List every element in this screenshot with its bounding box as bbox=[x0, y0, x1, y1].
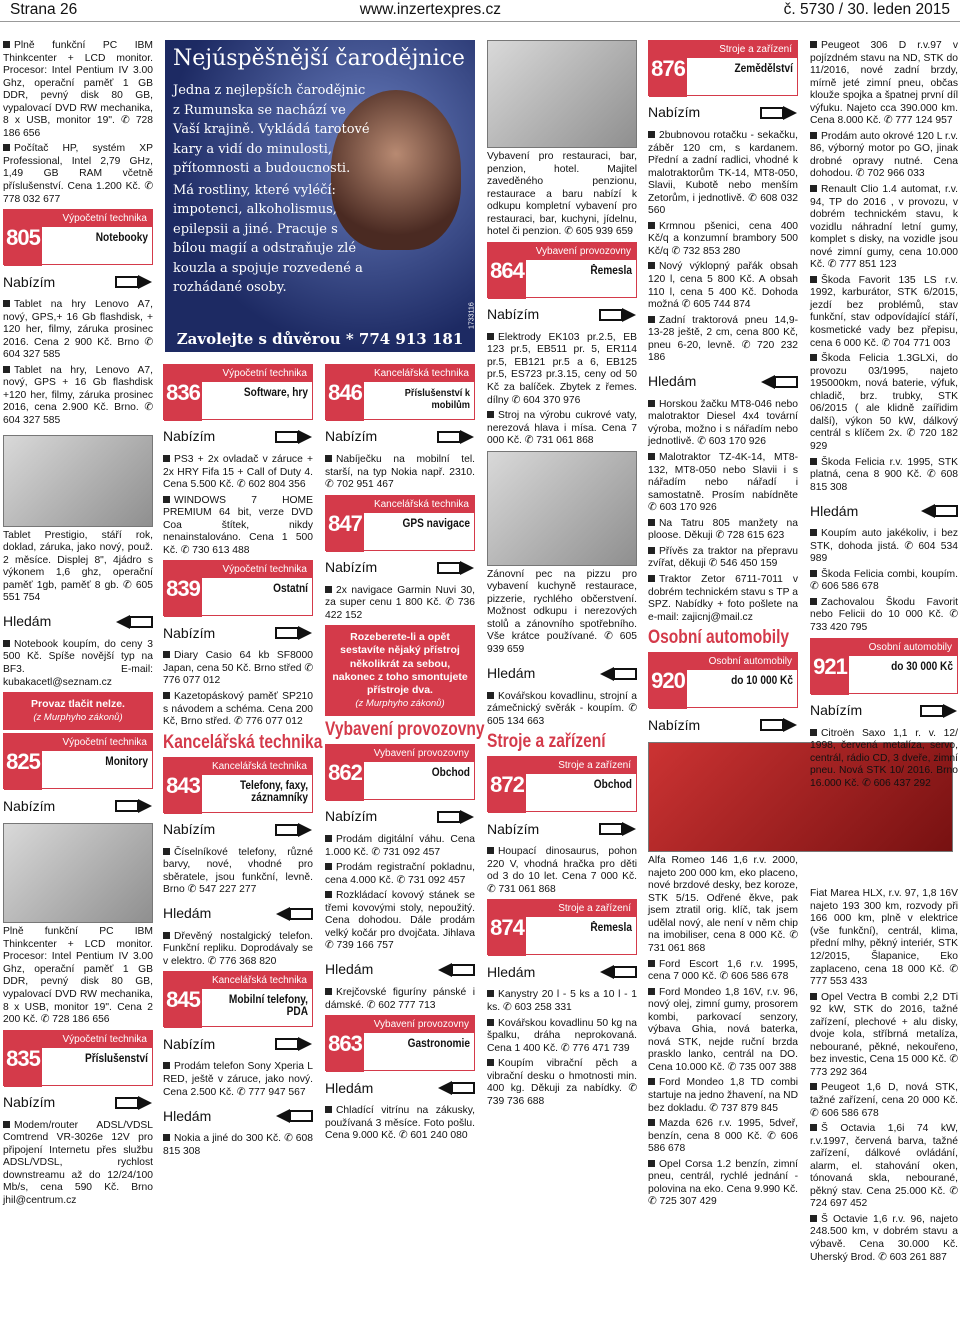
quote-text: Rozeberete-li a opět sestavíte nějaký přístroj několikrát za sebou, nakonec z toho smontujete přístroje dva. bbox=[332, 631, 468, 696]
rubric-sub: do 10 000 Kč bbox=[731, 675, 793, 688]
ad-item: 2x navigace Garmin Nuvi 30, za super cenu 1 800 Kč. ✆ 736 422 152 bbox=[325, 584, 475, 621]
ad-item: Opel Vectra B combi 2,2 DTi 92 kW, STK do 2016, tažné zařízení, plechové + alu disky, dvoje kola, stříbrná metalíza, nebourané, pěkné, nekouřeno, bez investic, Cena 15 000 Kč. ✆ 773 292 364 bbox=[810, 991, 958, 1078]
ad-item: WINDOWS 7 HOME PREMIUM 64 bit, verze DVD Coa štítek, nikdy nenainstalováno. Cena 1 500 Kč. ✆ 730 613 488 bbox=[163, 494, 313, 556]
arrow-right-icon bbox=[275, 625, 313, 641]
section-heading: Osobní automobily bbox=[648, 627, 790, 649]
search-tag bbox=[487, 960, 637, 984]
offer-label: Nabízím bbox=[325, 428, 378, 445]
ad-item: Vybavení pro restauraci, bar, penzion, hotel. Majitel zaveděného penzionu, restaurace a baru nabízí k odkupu kompletní vybavení pro restauraci, bar, kuchyni, jídelnu, hotel či penzion. ✆ 605 939 659 bbox=[487, 151, 637, 238]
rubric-number: 874 bbox=[488, 900, 526, 956]
arrow-left-icon bbox=[275, 1108, 313, 1124]
arrow-left-icon bbox=[115, 614, 153, 630]
offer-tag bbox=[487, 817, 637, 841]
rubric-category: Výpočetní technika bbox=[202, 561, 312, 578]
rubric-category: Výpočetní technika bbox=[42, 734, 152, 751]
offer-tag bbox=[163, 818, 313, 842]
ad-item: Koupím auto jakékoliv, i bez STK, dohoda jistá. ✆ 604 534 989 bbox=[810, 528, 958, 565]
arrow-right-icon bbox=[437, 429, 475, 445]
quote-source: (z Murphyho zákonů) bbox=[33, 712, 123, 724]
search-label: Hledám bbox=[648, 373, 697, 390]
search-tag bbox=[487, 662, 637, 686]
arrow-left-icon bbox=[437, 1080, 475, 1096]
rubric-sub: Příslušenství bbox=[84, 1052, 148, 1065]
offer-label: Nabízím bbox=[325, 808, 378, 825]
rubric-sub: Software, hry bbox=[243, 387, 308, 399]
rubric-category: Výpočetní technika bbox=[202, 365, 312, 382]
ad-item: Škoda Favorit 135 LS r.v. 1992, karburátor, STK 6/2015, jezdí bez problémů, stav funkční, stav odpovídající stáří, kosmetické vady bez přepisu, cena 6 000 Kč. ✆ 704 771 003 bbox=[810, 274, 958, 349]
ad-item: Číselníkové telefony, různé barvy, nové, vhodné pro sběratele, jsou funkční, levně. Brno ✆ 547 227 277 bbox=[163, 846, 313, 896]
rubric-920 bbox=[648, 652, 798, 708]
offer-tag bbox=[810, 699, 958, 723]
ad-item: PS3 + 2x ovladač v záruce + 2x HRY Fifa 15 + Call of Duty 4. Cena 5.500 Kč. ✆ 602 804 356 bbox=[163, 454, 313, 491]
ad-item: Na Tatru 805 manžety na ploose. Děkuji ✆ 728 615 623 bbox=[648, 517, 798, 542]
offer-label: Nabízím bbox=[325, 559, 378, 576]
arrow-left-icon bbox=[275, 906, 313, 922]
rubric-number: 921 bbox=[811, 639, 849, 695]
ad-item: Koupím vibrační pěch a vibrační desku o hmotnosti min. 400 kg. Děkuji za nabídky. ✆ 739 736 688 bbox=[487, 1058, 637, 1107]
ad-item: Š Octavie 1,6 r.v. 96, najeto 248.500 km, v dobrém stavu a výbavě. Cena 30.000 Kč. Uherský Brod. ✆ 603 261 887 bbox=[810, 1213, 958, 1263]
witch-banner bbox=[165, 40, 475, 352]
rubric-835 bbox=[3, 1030, 153, 1086]
arrow-left-icon bbox=[599, 666, 637, 682]
rubric-category: Stroje a zařízení bbox=[526, 757, 636, 774]
offer-tag bbox=[3, 1091, 153, 1115]
ad-item: Ford Mondeo 1,8 TD combi startuje na jedno žhavení, na ND bez dokladu. ✆ 737 879 845 bbox=[648, 1077, 798, 1114]
rubric-847 bbox=[325, 495, 475, 551]
search-tag bbox=[163, 902, 313, 926]
ad-item: Ford Mondeo 1,8 16V, r.v. 96, nový olej, zimní gumy, prosorem kombi, parkovací senzory, výbava Ghia, nová baterka, nová STK, nejde ruční brzda prasklo lanko, centrál na DO. Cena 10.000 Kč. ✆ 735 007 388 bbox=[648, 986, 798, 1073]
arrow-left-icon bbox=[920, 503, 958, 519]
arrow-right-icon bbox=[115, 274, 153, 290]
banner-title: Nejúspěšnější čarodějnice bbox=[173, 46, 465, 71]
arrow-right-icon bbox=[599, 821, 637, 837]
ad-item: Krejčovské figuríny pánské i dámské. ✆ 602 777 713 bbox=[325, 986, 475, 1011]
rubric-862 bbox=[325, 744, 475, 800]
rubric-sub: Řemesla bbox=[590, 264, 632, 277]
arrow-right-icon bbox=[437, 560, 475, 576]
arrow-left-icon bbox=[599, 964, 637, 980]
monitor-photo bbox=[3, 823, 153, 923]
ad-item: Ford Escort 1,6 r.v. 1995, cena 7 000 Kč. ✆ 606 586 678 bbox=[648, 958, 798, 983]
ad-item: Rozkládací kovový stánek se třemi kovovými stoly, nepoužitý. Cena dohodou. Dále prodám velký kočár pro dvojčata. Jihlava ✆ 739 166 757 bbox=[325, 890, 475, 952]
rubric-843 bbox=[163, 757, 313, 813]
rubric-number: 805 bbox=[4, 210, 42, 266]
rubric-number: 863 bbox=[326, 1016, 364, 1072]
ad-item: Š Octavia 1,6i 74 kW, r.v.1997, červená barva, tažné zařízení, dálkové ovládání, alarm, el. stahování oken, tónovaná skla, nebourané, pěkný stav. Cena 25.000 Kč. ✆ 724 697 452 bbox=[810, 1123, 958, 1210]
arrow-right-icon bbox=[275, 1036, 313, 1052]
ad-item: Traktor Zetor 6711-7011 v dobrém technickém stavu s TP a SPZ. Nabídky + foto pošlete na e-mail: zajicnj@mail.cz bbox=[648, 573, 798, 623]
ad-item: Nokia a jiné do 300 Kč. ✆ 608 815 308 bbox=[163, 1133, 313, 1157]
ad-item: Elektrody EK103 pr.2.5, EB 123 pr.5, EB511 pr. 5, ER114 pr.5, EB121 pr.5 a 6, EB125 pr.5, ES723 pr.3.15, ceny od 50 Kč za balíček. Zbytek z řemes. dílny ✆ 604 370 976 bbox=[487, 331, 637, 406]
rubric-sub: Gastronomie bbox=[407, 1038, 470, 1051]
ad-item: Citroën Saxo 1,1 r. v. 12/ 1998, červená metalíza, servo, centrál, rádio CD, 3 dveře, zimní pneu. Nová STK 10/ 2016. Brno 16.000 Kč. ✆ 606 437 292 bbox=[810, 727, 958, 789]
search-label: Hledám bbox=[163, 905, 212, 922]
ad-item: Krmnou pšenici, cena 400 Kč/q a konzumní brambory 500 Kč/q ✆ 732 853 280 bbox=[648, 220, 798, 257]
ad-item: Fiat Marea HLX, r.v. 97, 1,8 16V najeto 193 300 km, rozvody při 166 000 km, plně v elektrice (vše funkční), centrál, klima, přední mlhy, pěkný interiér, STK 12/2015, Šlapanice, Eko zaplaceno, cena 18 000 Kč. ✆ 777 553 433 bbox=[810, 888, 958, 988]
ad-item: Kanystry 20 l - 5 ks a 10 l - 1 ks. ✆ 603 258 331 bbox=[487, 989, 637, 1013]
ad-item: Alfa Romeo 146 1,6 r.v. 2000, najeto 200 000 km, eko placeno, nové brzdové desky, bez koroze, STK 5/15. Odřené ěkve, pak jsem ztratil orig. klíč, tak jsem udělal nový, ale není v něm chip na imobiliser, cena 8 000 Kč. ✆ 731 061 868 bbox=[648, 855, 798, 954]
rubric-874 bbox=[487, 899, 637, 955]
search-tag bbox=[325, 958, 475, 982]
ad-item: 2bubnovou rotačku - sekačku, záběr 120 cm, s kardanem. Přední a zadní radlici, vhodné k malotraktorům TK-14, MT8-050, Slavii, Kubotě nebo menším Zetorům, i jednotlivě. ✆ 608 032 560 bbox=[648, 130, 798, 217]
rubric-863 bbox=[325, 1015, 475, 1071]
rubric-number: 846 bbox=[326, 365, 364, 421]
rubric-sub: Mobilní telefony, PDA bbox=[228, 994, 308, 1019]
rubric-sub: do 30 000 Kč bbox=[891, 660, 953, 673]
arrow-right-icon bbox=[275, 822, 313, 838]
offer-tag bbox=[487, 303, 637, 327]
ad-item: Modem/router ADSL/VDSL Comtrend VR-3026e 12V pro připojení Internetu přes službu ADSL/VDSL, rychlost downstreamu až do 12/24/100 Mb/s, cena 590 Kč. Brno jhil@centrum.cz bbox=[3, 1119, 153, 1206]
ad-item: Tablet na hry Lenovo A7, nový, GPS,+ 16 Gb flashdisk, + 120 her, filmy, záruka prosinec 2016. Cena 2 900 Kč. Brno ✆ 604 327 585 bbox=[3, 299, 153, 361]
ad-item: Mazda 626 r.v. 1995, 5dveř, benzín, cena 8 000 Kč. ✆ 606 586 678 bbox=[648, 1118, 798, 1155]
arrow-right-icon bbox=[275, 429, 313, 445]
ad-item: Peugeot 306 D r.v.97 v pojízdném stavu na ND, STK do 11/2016, nové zadní brzdy, mírně jeté zimní pneu, občas klouže spojka a špatnej první díl výfuku. Najeto cca 390.000 km. Cena 8.000 Kč. ✆ 777 124 957 bbox=[810, 40, 958, 127]
rubric-category: Kancelářská technika bbox=[364, 365, 474, 382]
arrow-right-icon bbox=[115, 798, 153, 814]
tablet-photo bbox=[3, 435, 153, 527]
rubric-category: Osobní automobily bbox=[849, 639, 957, 656]
rubric-number: 843 bbox=[164, 758, 202, 814]
ad-item: Chladící vitrínu na zákusky, používaná 3 měsíce. Foto pošlu. Cena 9.000 Kč. ✆ 601 240 080 bbox=[325, 1105, 475, 1142]
ad-item: Zánovní pec na pizzu pro vybavení kuchyně restaurace, pizzerie, rychlého občerstvení. Možnost odkupu i nerezových stolů a zánovního spotřebního. Vše krátce používané. ✆ 605 939 659 bbox=[487, 568, 637, 656]
pizza-oven-photo bbox=[487, 451, 637, 566]
ad-item: Nový výklopný pařák obsah 120 l, cena 5 800 Kč. A obsah 110 l, cena 5 400 Kč. Dohoda možná ✆ 605 744 874 bbox=[648, 261, 798, 311]
banner-phone: Zavolejte s důvěrou * 774 913 181 bbox=[176, 330, 464, 348]
ad-item: Přívěs za traktor na přepravu zvířat, děkuji ✆ 546 450 159 bbox=[648, 545, 798, 570]
rubric-number: 864 bbox=[488, 243, 526, 299]
ad-item: Diary Casio 64 kb SF8000 Japan, cena 50 Kč. Brno střed ✆ 776 077 012 bbox=[163, 650, 314, 687]
rubric-sub: Příslušenství k mobilům bbox=[404, 387, 470, 411]
rubric-number: 862 bbox=[326, 745, 364, 801]
ad-item: Horskou žačku MT8-046 nebo malotraktor Diesel 4x4 tovární výroba, možno i s nářadím nebo jednotlivě. ✆ 603 170 926 bbox=[648, 398, 798, 448]
offer-label: Nabízím bbox=[487, 820, 540, 837]
offer-label: Nabízím bbox=[648, 104, 701, 121]
offer-label: Nabízím bbox=[3, 797, 56, 814]
rubric-sub: GPS navigace bbox=[402, 517, 470, 530]
banner-text: Má rostliny, které vyléčí: impotenci, alkoholismus, epilepsii a jiné. Pracuje s bílou magií a odstraňuje zlé kouzla a spojuje rozvedené a rozhádané osoby. bbox=[173, 182, 363, 295]
banner-code: 1733116 bbox=[468, 302, 476, 329]
column-1 bbox=[3, 40, 153, 1208]
rubric-category: Výpočetní technika bbox=[42, 210, 152, 227]
rubric-category: Kancelářská technika bbox=[202, 972, 312, 989]
arrow-left-icon bbox=[437, 962, 475, 978]
ad-item: Houpací dinosaurus, pohon 220 V, vhodná hračka pro děti od 3 do 10 let. Cena 7 000 Kč. ✆ 731 061 868 bbox=[487, 846, 637, 895]
ad-item: Zadní traktorová pneu 14,9-13-28 ještě, 2 cm, cena 800 Kč, pneu 6-20, levně. ✆ 720 232 186 bbox=[648, 314, 798, 364]
rubric-number: 825 bbox=[4, 734, 42, 790]
site-url[interactable]: www.inzertexpres.cz bbox=[359, 1, 502, 19]
rubric-number: 872 bbox=[488, 757, 526, 813]
rubric-category: Výpočetní technika bbox=[42, 1031, 152, 1048]
ad-item: Škoda Felicia r.v. 1995, STK platná, cena 8 900 Kč. ✆ 608 815 308 bbox=[810, 456, 958, 493]
arrow-right-icon bbox=[760, 105, 798, 121]
section-heading: Stroje a zařízení bbox=[487, 731, 606, 753]
ad-item: Renault Clio 1.4 automat, r.v. 94, TP do 2016 , v provozu, v dobrém technickém stavu, k vozidlu náhradní letní gumy, komplet s disky, na vozidle jsou nové zimní gumy, cena 10.000 Kč. ✆ 777 851 123 bbox=[810, 184, 958, 271]
rubric-number: 836 bbox=[164, 365, 202, 421]
ad-item: Tablet Prestigio, stáří rok, doklad, záruka, jako nový, použ. 2 měsíce. Displej 8", 4jádro s výkonem 1,6 ghz, operační paměť 1gb, paměť 8 gb. ✆ 605 551 754 bbox=[3, 529, 153, 604]
offer-tag bbox=[3, 794, 153, 818]
rubric-836 bbox=[163, 364, 313, 420]
rubric-845 bbox=[163, 971, 313, 1027]
search-label: Hledám bbox=[487, 963, 536, 980]
arrow-right-icon bbox=[437, 809, 475, 825]
offer-tag bbox=[325, 556, 475, 580]
rubric-839 bbox=[163, 560, 313, 616]
offer-tag bbox=[325, 805, 475, 829]
issue-date: č. 5730 / 30. leden 2015 bbox=[783, 1, 950, 19]
rubric-sub: Ostatní bbox=[273, 583, 308, 596]
rubric-864 bbox=[487, 242, 637, 298]
section-heading: Kancelářská technika bbox=[163, 731, 323, 753]
search-label: Hledám bbox=[325, 961, 374, 978]
search-label: Hledám bbox=[810, 502, 859, 519]
rubric-sub: Obchod bbox=[593, 779, 632, 792]
rubric-category: Vybavení provozovny bbox=[526, 243, 636, 260]
rubric-number: 845 bbox=[164, 972, 202, 1028]
arrow-right-icon bbox=[920, 703, 958, 719]
ad-item: Škoda Felicia 1.3GLXi, do provozu 03/1995, najeto 195000km, nová baterie, výfuk, chladič, brz. trubky, STK 06/2015 ( ale klidně zaířidim další), výkon 50 kW, dálkový centrál s klíčem 2x. ✆ 720 182 929 bbox=[810, 353, 958, 452]
rubric-921 bbox=[810, 638, 958, 694]
photo-spacer bbox=[810, 793, 958, 885]
ad-item: Tablet na hry, Lenovo A7, nový, GPS + 16 Gb flashdisk +120 her, filmy, záruka prosinec 2016, cena 2.900 Kč. Brno. ✆ 604 327 585 bbox=[3, 364, 153, 427]
quote-box bbox=[325, 625, 475, 716]
quote-source: (z Murphyho zákonů) bbox=[355, 697, 445, 709]
offer-tag bbox=[163, 425, 313, 449]
rubric-number: 920 bbox=[649, 653, 687, 709]
ad-item: Stroj na výrobu cukrové vaty, nerezová hlava i mísa. Cena 7 000 Kč. ✆ 731 061 868 bbox=[487, 410, 637, 447]
rubric-category: Kancelářská technika bbox=[364, 496, 474, 513]
rubric-number: 876 bbox=[649, 41, 687, 97]
banner-body bbox=[165, 77, 380, 302]
offer-label: Nabízím bbox=[163, 624, 216, 641]
rubric-category: Osobní automobily bbox=[687, 653, 797, 670]
search-tag bbox=[810, 499, 958, 523]
rubric-category: Stroje a zařízení bbox=[687, 41, 797, 58]
quote-box bbox=[3, 692, 153, 730]
page-number: Strana 26 bbox=[10, 1, 78, 19]
offer-label: Nabízím bbox=[810, 701, 863, 718]
rubric-category: Vybavení provozovny bbox=[364, 745, 474, 762]
rubric-sub: Obchod bbox=[431, 767, 470, 780]
rubric-846 bbox=[325, 364, 475, 420]
offer-tag bbox=[163, 621, 313, 645]
ad-item: Kazetopáskový paměť SP210 s návodem a schéma. Cena 200 Kč, Brno střed. ✆ 776 077 012 bbox=[163, 691, 313, 728]
ad-item: Prodám digitální váhu. Cena 1.000 Kč. ✆ 731 092 457 bbox=[325, 834, 475, 858]
ad-item: Dřevěný nostalgický telefon. Funkční repliku. Doprodávaly se v elektro. ✆ 776 368 820 bbox=[163, 930, 313, 967]
search-label: Hledám bbox=[163, 1107, 212, 1124]
ad-item: Počítač HP, systém XP Professional, Intel 2,79 GHz, 1,49 GB RAM včetně příslušenství. Cena 1.200 Kč. ✆ 778 032 677 bbox=[3, 143, 153, 205]
quote-text: Provaz tlačit nelze. bbox=[31, 698, 125, 711]
ad-item: Škoda Felicia combi, koupím. ✆ 606 586 678 bbox=[810, 568, 958, 593]
ad-item: Prodám telefon Sony Xperia L RED, ještě v záruce, jako nový. Cena 2.500 Kč. ✆ 777 947 567 bbox=[163, 1061, 313, 1098]
restaurant-photo bbox=[487, 40, 637, 148]
offer-tag bbox=[163, 1032, 313, 1056]
ad-item: Notebook koupím, do ceny 3 500 Kč. Spíše novější typ na BF3. E-mail: kubakacetl@seznam.cz bbox=[3, 638, 153, 688]
ad-item: Kovářskou kovadlinu 50 kg na špalku, dráha neprokovaná. Cena 1 400 Kč. ✆ 776 471 739 bbox=[487, 1017, 637, 1054]
search-label: Hledám bbox=[487, 665, 536, 682]
column-4 bbox=[487, 40, 637, 1108]
section-heading: Vybavení provozovny bbox=[325, 719, 485, 741]
rubric-872 bbox=[487, 756, 637, 812]
offer-label: Nabízím bbox=[3, 1094, 56, 1111]
rubric-sub: Notebooky bbox=[95, 232, 148, 245]
column-6 bbox=[810, 40, 958, 1264]
rubric-number: 835 bbox=[4, 1031, 42, 1087]
offer-label: Nabízím bbox=[163, 821, 216, 838]
offer-label: Nabízím bbox=[3, 273, 56, 290]
ad-item: Plně funkční PC IBM Thinkcenter + LCD monitor. Procesor: Intel Pentium IV 3.00 Ghz, operační paměť 1 GB DDR, pevný disk 80 GB, vypalovací DVD RW mechanika, 8 x USB, monitor 19". Cena 2 200 Kč. ✆ 728 186 656 bbox=[3, 926, 153, 1026]
offer-tag bbox=[648, 713, 798, 737]
column-3 bbox=[325, 364, 485, 1143]
rubric-category: Vybavení provozovny bbox=[364, 1016, 474, 1033]
rubric-number: 847 bbox=[326, 496, 364, 552]
ad-item: Opel Corsa 1.2 benzín, zimní pneu, centrál, rychlé jednání - polovina na eko. Cena 9.990 Kč. ✆ 725 307 429 bbox=[648, 1158, 798, 1208]
column-2 bbox=[163, 364, 323, 1158]
offer-tag bbox=[3, 270, 153, 294]
rubric-876 bbox=[648, 40, 798, 96]
offer-label: Nabízím bbox=[648, 716, 701, 733]
search-label: Hledám bbox=[3, 613, 52, 630]
page-header bbox=[0, 0, 960, 22]
ad-item: Zachovalou Škodu Favorit nebo Felicii do 10 000 Kč. ✆ 733 420 795 bbox=[810, 596, 958, 633]
arrow-right-icon bbox=[760, 717, 798, 733]
offer-label: Nabízím bbox=[163, 1035, 216, 1052]
column-5 bbox=[648, 40, 798, 1209]
banner-text: Jedna z nejlepších čarodějnic z Rumunska se nachází ve Vaší krajině. Vykládá tarotové kary a vidí do minulosti, přítomnosti a budoucnosti. bbox=[173, 83, 370, 176]
rubric-category: Stroje a zařízení bbox=[526, 900, 636, 917]
offer-tag bbox=[648, 101, 798, 125]
ad-item: Plně funkční PC IBM Thinkcenter + LCD monitor. Procesor: Intel Pentium IV 3.00 Ghz, operační paměť 1 GB DDR, pevný disk 80 GB, vypalovací DVD RW mechanika, 8 x USB, monitor 19". ✆ 728 186 656 bbox=[3, 40, 153, 139]
rubric-category: Kancelářská technika bbox=[202, 758, 312, 775]
search-tag bbox=[163, 1104, 313, 1128]
ad-item: Kovářskou kovadlinu, strojní a zámečnický svěrák - koupím. ✆ 605 134 663 bbox=[487, 690, 637, 727]
rubric-sub: Zemědělství bbox=[734, 63, 793, 75]
search-tag bbox=[3, 610, 153, 634]
rubric-805 bbox=[3, 209, 153, 265]
rubric-number: 839 bbox=[164, 561, 202, 617]
arrow-left-icon bbox=[760, 374, 798, 390]
offer-label: Nabízím bbox=[163, 428, 216, 445]
search-tag bbox=[325, 1076, 475, 1100]
ad-item: Prodám registrační pokladnu, cena 4.000 Kč. ✆ 731 092 457 bbox=[325, 862, 475, 886]
rubric-sub: Monitory bbox=[105, 756, 148, 769]
arrow-right-icon bbox=[599, 307, 637, 323]
rubric-sub: Telefony, faxy, záznamníky bbox=[239, 779, 308, 804]
rubric-825 bbox=[3, 733, 153, 789]
search-tag bbox=[648, 370, 798, 394]
ad-item: Malotraktor TZ-4K-14, MT8-132, MT8-050 nebo Slavii i s nářadím nebo nářadí i samostatně. Prosím nabídněte ✆ 603 170 926 bbox=[648, 452, 798, 514]
ad-item: Peugeot 1,6 D, nová STK, tažné zařízení, cena 20 000 Kč. ✆ 606 586 678 bbox=[810, 1082, 958, 1119]
arrow-right-icon bbox=[115, 1095, 153, 1111]
ad-item: Prodám auto okrové 120 L r.v. 86, výborný motor po GO, jinak drobné opravy nutné. Cena dohodou. ✆ 702 966 033 bbox=[810, 130, 958, 180]
search-label: Hledám bbox=[325, 1079, 374, 1096]
ad-item: Nabíječku na mobilní tel. starší, na typ Nokia např. 2310. ✆ 702 951 467 bbox=[325, 454, 475, 491]
offer-label: Nabízím bbox=[487, 306, 540, 323]
offer-tag bbox=[325, 425, 475, 449]
rubric-sub: Řemesla bbox=[590, 922, 632, 935]
